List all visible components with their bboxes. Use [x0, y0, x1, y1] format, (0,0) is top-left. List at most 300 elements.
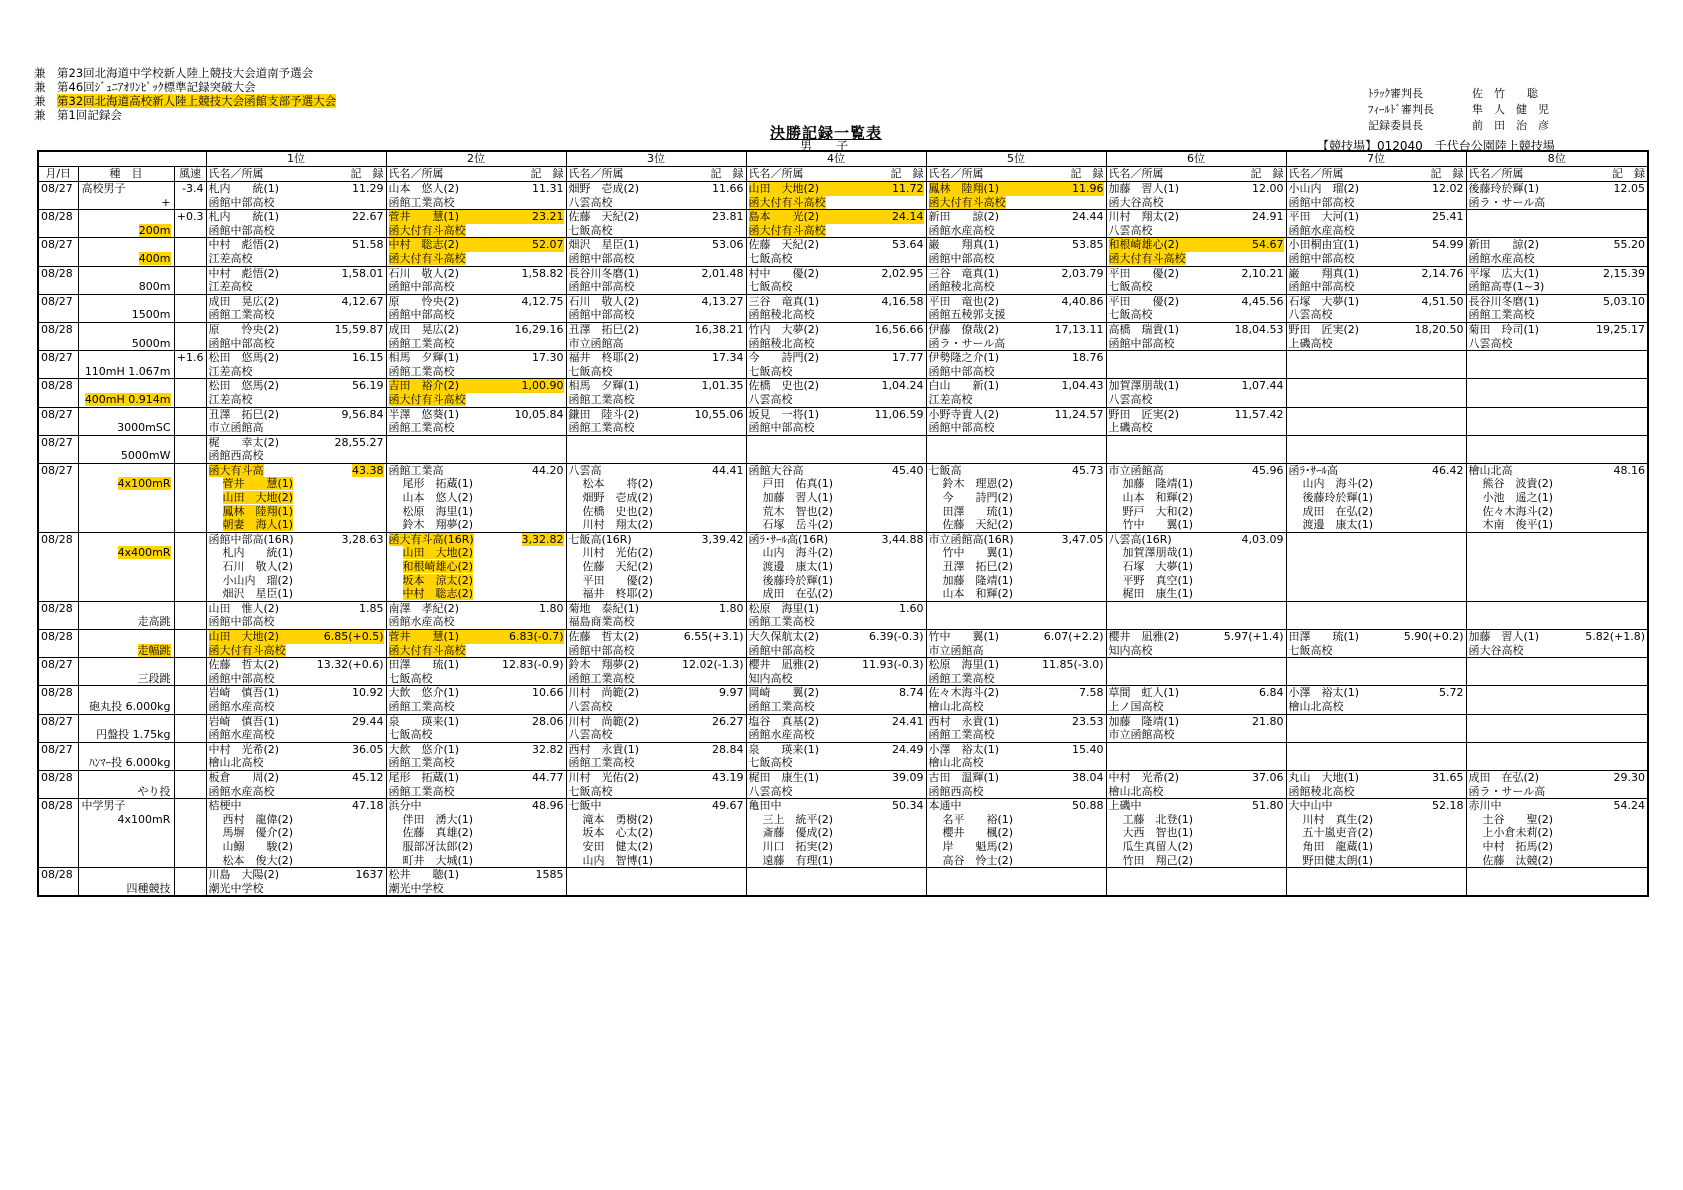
relay-member [1109, 560, 1284, 574]
relay-member: 斎藤 優成(2) [762, 826, 834, 840]
member-name: 小山内 瑠(2) [222, 573, 294, 587]
wind-cell [174, 770, 206, 798]
result-cell [926, 407, 1106, 435]
affiliation-name: 函館中部高校 [928, 251, 995, 265]
affiliation [1289, 644, 1464, 658]
result-line [1109, 715, 1284, 729]
result-line [929, 238, 1104, 252]
record-value: 3,28.63 [341, 532, 384, 546]
name-record-header-line [927, 167, 1106, 181]
member-name: 野戸 大和(2) [1122, 504, 1194, 518]
athlete-name: 櫻井 凪雅(2) [748, 658, 820, 672]
result-cell [926, 742, 1106, 770]
member-name: 田澤 琉(1) [942, 504, 1014, 518]
result-cell [1106, 210, 1286, 238]
affiliation [209, 308, 384, 322]
record-value: 51.80 [1252, 799, 1284, 813]
affiliation-name: 七飯高校 [748, 280, 793, 294]
result-cell [1466, 238, 1648, 266]
date-cell: 08/28 [38, 210, 78, 238]
relay-cell [1286, 799, 1466, 868]
relay-member [1289, 505, 1464, 519]
result-line [569, 686, 744, 700]
affiliation-name: 七飯高校 [748, 364, 793, 378]
record-value: 11.96 [1072, 182, 1104, 195]
relay-member [749, 491, 924, 505]
athlete-name: 大飲 悠介(1) [388, 686, 460, 700]
athlete-name: 大飲 悠介(1) [388, 742, 460, 756]
event-name [79, 644, 171, 658]
affiliation-name: 函館水産高校 [208, 784, 275, 798]
record-value: 53.64 [892, 238, 924, 252]
record-value: 1,00.90 [521, 379, 564, 393]
result-line [1469, 238, 1646, 252]
result-line [389, 295, 564, 309]
relay-team-line [209, 799, 384, 813]
relay-member: 山内 智博(1) [582, 853, 654, 867]
event-cell [78, 435, 174, 463]
wind-cell [174, 379, 206, 407]
relay-cell [566, 532, 746, 601]
relay-member: 町井 大城(1) [402, 853, 474, 867]
athlete-name: 鈴木 翔夢(2) [568, 658, 640, 672]
result-cell [206, 686, 386, 714]
result-line [1109, 238, 1284, 252]
event-name [79, 546, 171, 560]
result-cell [1466, 435, 1648, 463]
relay-cell [746, 463, 926, 532]
record-value: 44.41 [712, 463, 744, 477]
event-cell [78, 351, 174, 379]
relay-member: 三上 統平(2) [762, 812, 834, 826]
field-event-row [38, 686, 1648, 714]
result-cell [746, 601, 926, 629]
relay-member [389, 587, 564, 601]
result-cell [926, 351, 1106, 379]
result-cell [386, 351, 566, 379]
event-cell [78, 210, 174, 238]
event-cell [78, 294, 174, 322]
event-name-text: 円盤投 1.75kg [96, 728, 171, 742]
affiliation-name: 八雲高校 [1468, 336, 1513, 350]
affiliation-name: 函大付有斗高校 [748, 195, 826, 209]
affiliation-name: 函館中部高校 [568, 251, 635, 265]
affiliation [749, 196, 924, 210]
member-name: 鈴木 翔夢(2) [402, 518, 474, 532]
date-cell: 08/28 [38, 770, 78, 798]
result-cell [206, 435, 386, 463]
result-cell [1106, 658, 1286, 686]
affiliation [569, 224, 744, 238]
wind-cell [174, 742, 206, 770]
affiliation [1109, 337, 1284, 351]
athlete-name: 相馬 夕輝(1) [568, 379, 640, 393]
result-line [389, 379, 564, 393]
result-cell [746, 714, 926, 742]
athlete-name: 鎌田 陸斗(2) [568, 407, 640, 421]
result-cell [746, 686, 926, 714]
athlete-name: 川村 尚範(2) [568, 686, 640, 700]
event-name-text: 砲丸投 6.000kg [89, 699, 171, 713]
affiliation-name: 函館中部高校 [388, 308, 455, 322]
result-cell [566, 658, 746, 686]
result-line [389, 323, 564, 337]
affiliation-name: 函館工業高校 [388, 784, 455, 798]
date-cell: 08/28 [38, 532, 78, 601]
result-cell [206, 630, 386, 658]
result-line [749, 715, 924, 729]
record-value: 17.30 [532, 351, 564, 365]
result-cell [1466, 351, 1648, 379]
result-line [209, 267, 384, 281]
affiliation [209, 337, 384, 351]
event-cell [78, 322, 174, 350]
affiliation-name: 函館中部高校 [388, 280, 455, 294]
affiliation-name: 知内高校 [748, 671, 793, 685]
affiliation [209, 393, 384, 407]
relay-member [749, 546, 924, 560]
athlete-name: 中村 彪悟(2) [208, 238, 280, 252]
athlete-name: 村中 優(2) [748, 266, 820, 280]
result-cell [1286, 238, 1466, 266]
result-line [209, 743, 384, 757]
event-name: 4x100mR [117, 812, 171, 826]
record-value: 48.96 [532, 799, 564, 813]
record-label: 記 録 [710, 167, 744, 180]
affiliation-name: 函館工業高校 [928, 671, 995, 685]
affiliation [209, 882, 384, 896]
affiliation [1469, 785, 1646, 799]
result-cell [1286, 379, 1466, 407]
record-value: 6.55(+3.1) [683, 630, 744, 643]
wind-cell: +0.3 [174, 210, 206, 238]
member-name: 成田 在弘(2) [762, 587, 834, 601]
athlete-name: 長谷川冬磨(1) [1468, 294, 1540, 308]
result-cell [1286, 686, 1466, 714]
result-cell [566, 379, 746, 407]
affiliation [1469, 196, 1646, 210]
affiliation [209, 449, 384, 463]
result-line [569, 267, 744, 281]
date-cell: 08/28 [38, 379, 78, 407]
relay-member [569, 477, 744, 491]
field-event-row [38, 742, 1648, 770]
relay-member [569, 574, 744, 588]
relay-member: 西村 龍偉(2) [222, 812, 294, 826]
athlete-name: 巌 翔真(1) [1288, 266, 1360, 280]
result-cell [206, 238, 386, 266]
header-line [34, 108, 336, 122]
result-cell [386, 379, 566, 407]
athlete-name: 高橋 瑞貴(1) [1108, 322, 1180, 336]
category-subtitle: 男 子 [800, 139, 855, 153]
wind-cell [174, 435, 206, 463]
affiliation [209, 615, 384, 629]
event-name-text: 三段跳 [137, 671, 171, 685]
result-line [209, 182, 384, 196]
affiliation-name: 函ラ・サール高 [1468, 195, 1546, 209]
affiliation-name: 八雲高校 [1288, 308, 1333, 322]
record-value: 21.80 [1252, 714, 1284, 728]
relay-member [1469, 477, 1646, 491]
result-cell [1466, 868, 1648, 897]
event-cell [78, 601, 174, 629]
event-sub: + [161, 195, 171, 209]
header-text: 第1回記録会 [57, 108, 122, 122]
athlete-name: 平田 優(2) [1108, 294, 1180, 308]
result-line [389, 771, 564, 785]
date-cell: 08/27 [38, 714, 78, 742]
place-header: 8位 [1466, 151, 1648, 167]
name-affil-label: 氏名／所属 [1108, 167, 1164, 180]
relay-member [1469, 518, 1646, 532]
result-line [209, 210, 384, 224]
affiliation-name: 函館工業高校 [748, 615, 815, 629]
record-value: 3,44.88 [881, 532, 924, 546]
result-cell [386, 868, 566, 897]
event-name: 110mH 1.067m [84, 364, 171, 378]
affiliation [1109, 728, 1284, 742]
athlete-name: 半澤 悠葵(1) [388, 407, 460, 421]
affiliation-name: 函館工業高校 [208, 308, 275, 322]
result-cell [1286, 435, 1466, 463]
record-value: 17.34 [712, 351, 744, 365]
place-header: 3位 [566, 151, 746, 167]
event-name-text: 400m [138, 251, 171, 265]
result-cell [746, 770, 926, 798]
relay-member [569, 518, 744, 532]
affiliation-name: 函館中部高校 [748, 421, 815, 435]
event-name-text: 400mH 0.914m [84, 392, 171, 406]
affiliation-name: 市立函館高 [568, 336, 624, 350]
athlete-name: 菅井 慧(1) [388, 210, 460, 224]
relay-member [1109, 518, 1284, 532]
affiliation-name: 上ノ国高校 [1108, 699, 1164, 713]
result-cell [1286, 210, 1466, 238]
result-cell [1106, 379, 1286, 407]
athlete-name: 岡崎 翼(2) [748, 686, 820, 700]
relay-cell [926, 532, 1106, 601]
record-value: 52.07 [532, 238, 564, 252]
result-cell [1466, 742, 1648, 770]
result-line [1109, 267, 1284, 281]
result-cell [1286, 658, 1466, 686]
record-value: 11.85(-3.0) [1041, 658, 1104, 672]
relay-member [929, 518, 1104, 532]
record-value: 3,47.05 [1061, 532, 1104, 546]
result-line [209, 436, 384, 450]
event-cell [78, 686, 174, 714]
relay-member [1109, 546, 1284, 560]
field-event-row [38, 658, 1648, 686]
event-row [38, 210, 1648, 238]
affiliation [749, 224, 924, 238]
result-cell [1286, 714, 1466, 742]
date-cell: 08/28 [38, 322, 78, 350]
affiliation-name: 江差高校 [928, 392, 973, 406]
result-cell [1106, 351, 1286, 379]
wind-cell [174, 238, 206, 266]
affiliation [1289, 196, 1464, 210]
affiliation [929, 785, 1104, 799]
record-value: 12.00 [1252, 182, 1284, 195]
athlete-name: 西村 永貴(1) [568, 742, 640, 756]
results-table [37, 150, 1649, 897]
athlete-name: 山田 大地(2) [748, 182, 820, 195]
result-line [569, 658, 744, 672]
affiliation [749, 728, 924, 742]
affiliation [929, 756, 1104, 770]
athlete-name: 岩崎 慎吾(1) [208, 686, 280, 700]
result-line [749, 630, 924, 644]
affiliation-name: 檜山北高校 [928, 756, 984, 770]
athlete-name: 山田 大地(2) [208, 630, 280, 643]
affiliation-name: 函館水産高校 [1468, 251, 1535, 265]
relay-member: 土谷 聖(2) [1482, 812, 1554, 826]
athlete-name: 小山内 瑠(2) [1288, 182, 1360, 195]
athlete-name: 川村 尚範(2) [568, 714, 640, 728]
result-cell [206, 379, 386, 407]
record-value: 2,15.39 [1603, 266, 1645, 280]
result-line [209, 379, 384, 393]
relay-cell [926, 463, 1106, 532]
affiliation-name: 八雲高校 [748, 784, 793, 798]
record-value: 54.67 [1252, 238, 1284, 252]
result-cell [386, 238, 566, 266]
member-name: 小池 遥之(1) [1482, 491, 1554, 505]
affiliation [1109, 196, 1284, 210]
place-header: 7位 [1286, 151, 1466, 167]
event-name: 1500m [131, 308, 171, 322]
record-value: 11.66 [712, 182, 744, 195]
event-cell [78, 407, 174, 435]
name-record-header [1466, 167, 1648, 182]
result-line [209, 868, 384, 882]
athlete-name: 松井 聴(1) [388, 868, 460, 882]
team-name: 七飯高 [928, 463, 962, 477]
result-cell [566, 770, 746, 798]
relay-cell [1106, 463, 1286, 532]
record-value: 24.14 [892, 210, 924, 224]
record-value: 18.76 [1072, 351, 1104, 365]
name-record-header-line [1287, 167, 1466, 181]
affiliation [209, 728, 384, 742]
athlete-name: 後藤玲於輝(1) [1468, 182, 1540, 195]
affiliation [929, 700, 1104, 714]
affiliation-name: 上磯高校 [1108, 421, 1153, 435]
affiliation [929, 672, 1104, 686]
header-prefix: 兼 [34, 94, 57, 108]
record-value: 6.84 [1259, 686, 1284, 700]
event-row [38, 182, 1648, 210]
result-line [929, 182, 1104, 196]
record-value: 49.67 [712, 799, 744, 813]
result-line [389, 686, 564, 700]
wind-cell: -3.4 [174, 182, 206, 210]
affiliation-name: 函館中部高校 [1108, 336, 1175, 350]
result-cell [926, 770, 1106, 798]
record-value: 17.77 [892, 351, 924, 365]
athlete-name: 伊勢隆之介(1) [928, 351, 1000, 365]
record-value: 12.02(-1.3) [681, 658, 744, 672]
relay-member: 松本 俊大(2) [222, 853, 294, 867]
result-line [1469, 630, 1646, 644]
record-value: 46.42 [1432, 463, 1464, 477]
affiliation [389, 337, 564, 351]
name-affil-label: 氏名／所属 [1288, 167, 1344, 180]
result-cell [1466, 714, 1648, 742]
record-value: 4,51.50 [1421, 294, 1464, 308]
result-cell [746, 379, 926, 407]
name-record-header-line [207, 167, 386, 181]
date-cell: 08/27 [38, 742, 78, 770]
result-cell [746, 630, 926, 658]
affiliation [1289, 308, 1464, 322]
affiliation [749, 700, 924, 714]
member-name: 竹中 翼(1) [942, 546, 1014, 560]
relay-member [749, 505, 924, 519]
affiliation [749, 393, 924, 407]
record-value: 17,13.11 [1054, 322, 1104, 336]
affiliation [749, 644, 924, 658]
name-record-header-line [567, 167, 746, 181]
result-line [1289, 267, 1464, 281]
event-name-text: 走高跳 [137, 615, 171, 629]
affiliation-name: 函館工業高校 [1468, 308, 1535, 322]
event-name [79, 252, 171, 266]
name-record-header-line [1467, 167, 1648, 181]
result-line [929, 408, 1104, 422]
affiliation [929, 196, 1104, 210]
result-line [929, 630, 1104, 644]
record-value: 16,29.16 [514, 322, 564, 336]
athlete-name: 石川 敬人(2) [388, 266, 460, 280]
wind-cell [174, 294, 206, 322]
event-row [38, 407, 1648, 435]
result-cell [566, 686, 746, 714]
record-value: 9,56.84 [341, 407, 384, 421]
athlete-name: 中村 彪悟(2) [208, 266, 280, 280]
record-value: 6.07(+2.2) [1043, 630, 1104, 643]
affiliation [389, 728, 564, 742]
affiliation [929, 644, 1104, 658]
result-cell [926, 868, 1106, 897]
affiliation [389, 644, 564, 658]
relay-member [209, 491, 384, 505]
result-cell [746, 868, 926, 897]
result-line [749, 408, 924, 422]
venue-label: 【競技場】012040 千代台公園陸上競技場 [1317, 139, 1555, 153]
record-value: 18,20.50 [1414, 322, 1464, 336]
header-text: 第32回北海道高校新人陸上競技大会函館支部予選大会 [57, 94, 337, 108]
result-cell [1466, 379, 1648, 407]
field-event-row [38, 770, 1648, 798]
result-line [749, 210, 924, 224]
record-value: 11,57.42 [1234, 407, 1284, 421]
team-name: 市立函館高 [1108, 463, 1164, 477]
team-name: 函大有斗高 [208, 463, 264, 477]
affiliation [749, 756, 924, 770]
record-value: 11,24.57 [1054, 407, 1104, 421]
result-cell [206, 742, 386, 770]
result-cell [746, 322, 926, 350]
athlete-name: 鳳林 陸翔(1) [928, 182, 1000, 195]
event-name [79, 700, 171, 714]
athlete-name: 野田 匠実(2) [1288, 322, 1360, 336]
affiliation-name: 檜山北高校 [1288, 699, 1344, 713]
relay-member [749, 560, 924, 574]
record-label: 記 録 [1250, 167, 1284, 180]
